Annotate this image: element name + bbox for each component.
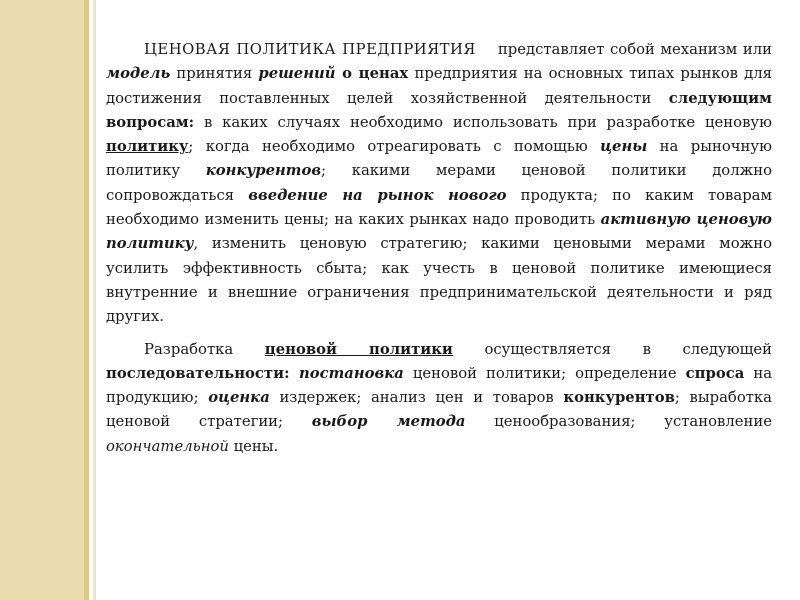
emph-model: модель xyxy=(106,65,171,83)
decorative-band-line-light xyxy=(93,0,96,600)
emph-about-prices: о ценах xyxy=(335,65,409,83)
paragraph-development-sequence xyxy=(106,338,772,459)
decorative-band-line xyxy=(84,0,89,600)
text-span: ; когда необходимо отреагировать с помощью xyxy=(188,138,601,156)
decorative-left-band xyxy=(0,0,86,600)
text-span: в каких случаях необходимо использовать при разработке ценовую xyxy=(194,113,772,131)
emph-prices: цены xyxy=(600,138,648,156)
text-span: издержек; анализ цен и товаров xyxy=(269,389,564,407)
emph-method-choice: выбор метода xyxy=(311,413,466,431)
text-span: на продукцию; xyxy=(106,364,773,407)
emph-pricing-policy: ценовой политики xyxy=(264,340,453,358)
text-span: ценообразования; установление xyxy=(465,413,772,431)
emph-market-introduction: введение на рынок нового xyxy=(248,186,507,204)
emph-policy: политику xyxy=(106,138,189,156)
emph-evaluation: оценка xyxy=(208,389,270,407)
emph-competitors: конкурентов xyxy=(205,162,322,180)
text-span: осуществляется в следующей xyxy=(452,340,772,358)
heading-pricing-policy: ЦЕНОВАЯ ПОЛИТИКА ПРЕДПРИЯТИЯ xyxy=(144,41,476,58)
paragraph-pricing-policy-definition xyxy=(106,38,772,330)
emph-following-questions: следующим вопросам: xyxy=(106,89,772,131)
emph-competitors: конкурентов xyxy=(563,389,675,407)
emph-sequence: последовательности: xyxy=(106,364,299,382)
emph-decisions: решений xyxy=(258,65,336,83)
text-span: цены. xyxy=(228,437,279,455)
slide-text xyxy=(106,38,772,459)
text-span: продукта; по каким товарам необходимо изменить цены; на каких рынках надо проводить xyxy=(106,186,772,229)
emph-active-pricing-policy: активную ценовую политику xyxy=(106,211,773,253)
text-span: принятия xyxy=(170,65,259,83)
text-span: ; выработка ценовой стратегии; xyxy=(106,389,772,431)
text-span: ; какими мерами ценовой политики должно сопровождаться xyxy=(106,162,773,204)
emph-demand: спроса xyxy=(685,364,745,382)
text-span: на рыночную политику xyxy=(106,138,772,180)
text-span: предприятия на основных типах рынков для достижения поставленных целей хозяйственной деятельности xyxy=(106,65,772,107)
text-span: ценовой политики; определение xyxy=(403,364,686,382)
emph-setting: постановка xyxy=(298,364,404,382)
text-span: Разработка xyxy=(144,340,265,358)
text-span: представляет собой механизм или xyxy=(497,41,772,58)
emph-final: окончательной xyxy=(106,437,229,455)
text-span: , изменить ценовую стратегию; какими ценовыми мерами можно усилить эффективность сбыта; как учесть в ценовой политике имеющиеся внутренние и внешние ограничения предпринимательской деятельности и ряд других. xyxy=(106,235,772,326)
